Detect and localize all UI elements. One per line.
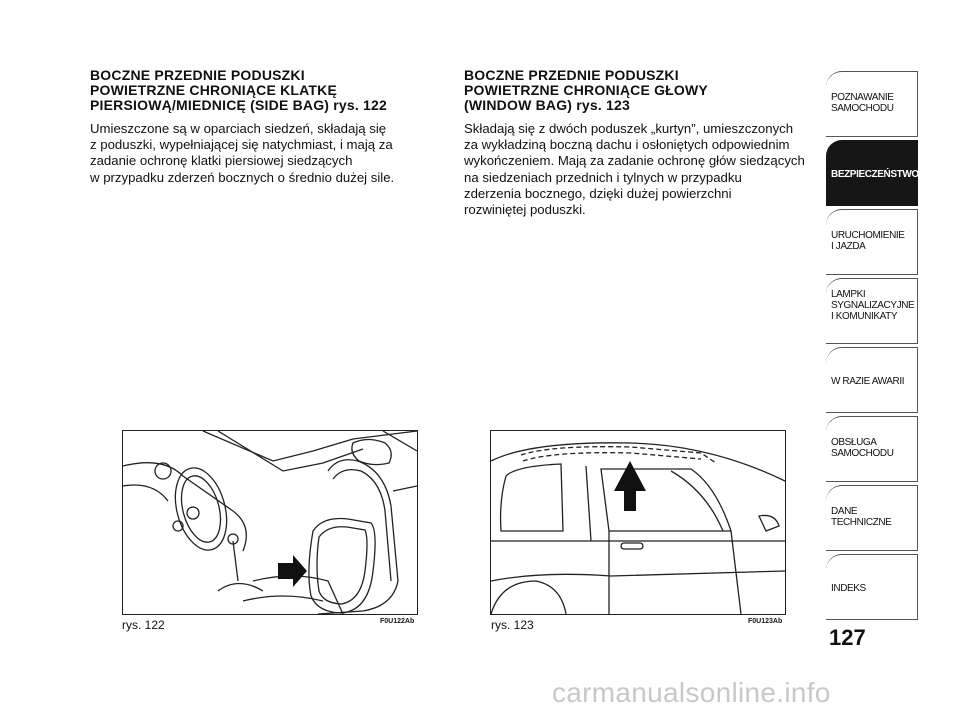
tab-indeks[interactable]: INDEKS <box>826 554 918 620</box>
figure-123-window-bag <box>490 430 786 615</box>
side-bag-heading: BOCZNE PRZEDNIE PODUSZKI POWIETRZNE CHRONIĄCE KLATKĘ PIERSIOWĄ/MIEDNICĘ (SIDE BAG) rys. 122 <box>90 67 387 113</box>
tab-dane-techniczne[interactable]: DANE TECHNICZNE <box>826 485 918 551</box>
tab-uruchomienie[interactable]: URUCHOMIENIE I JAZDA <box>826 209 918 275</box>
tab-obsluga[interactable]: OBSŁUGA SAMOCHODU <box>826 416 918 482</box>
chapter-sidebar <box>826 71 918 623</box>
figure-123-caption: rys. 123 <box>491 618 534 632</box>
figure-122-code: F0U122Ab <box>380 618 415 625</box>
car-illustration <box>491 431 785 614</box>
window-bag-text: Składają się z dwóch poduszek „kurtyn”, umieszczonych za wykładziną boczną dachu i osłoniętych odpowiednim wykończeniem. Mają za zadanie ochronę głów siedzących na siedzeniach przednich i tylnych w przypadku zderzenia bocznego, dzięki dużej powierzchni rozwiniętej poduszki. <box>464 121 805 218</box>
tab-poznawanie[interactable]: POZNAWANIE SAMOCHODU <box>826 71 918 137</box>
watermark: carmanualsonline.info <box>552 677 831 708</box>
side-bag-text: Umieszczone są w oparciach siedzeń, składają się z poduszki, wypełniającej się natychmiast, i mają za zadanie ochronę klatki piersiowej siedzących w przypadku zderzeń bocznych o średnio dużej sile. <box>90 121 395 185</box>
figure-122-caption: rys. 122 <box>122 618 165 632</box>
tab-lampki[interactable]: LAMPKI SYGNALIZACYJNE I KOMUNIKATY <box>826 278 918 344</box>
figure-123-code: F0U123Ab <box>748 618 783 625</box>
right-section <box>464 68 819 218</box>
window-bag-heading: BOCZNE PRZEDNIE PODUSZKI POWIETRZNE CHRONIĄCE GŁOWY (WINDOW BAG) rys. 123 <box>464 67 708 113</box>
tab-bezpieczenstwo[interactable]: BEZPIECZEŃSTWO <box>826 140 918 206</box>
left-section <box>90 68 430 186</box>
seat-illustration <box>123 431 417 614</box>
pointer-arrow-icon <box>278 555 307 587</box>
tab-w-razie-awarii[interactable]: W RAZIE AWARII <box>826 347 918 413</box>
page-number: 127 <box>829 625 866 650</box>
figure-122-seat-airbag <box>122 430 418 615</box>
